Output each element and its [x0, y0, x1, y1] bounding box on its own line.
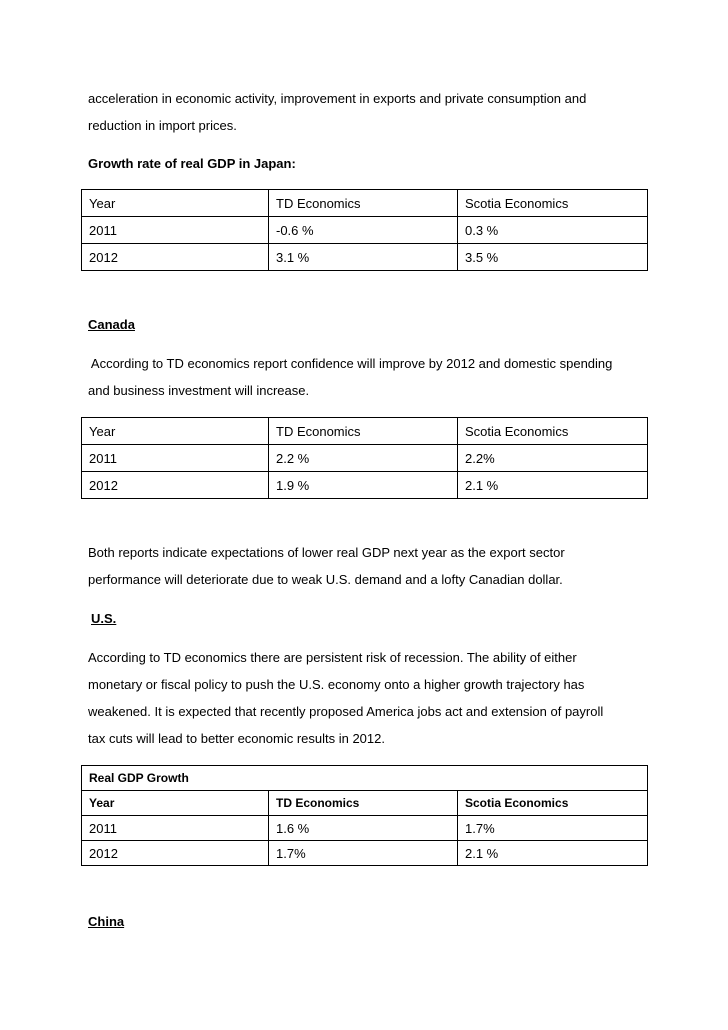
table-title: Real GDP Growth: [82, 766, 648, 791]
us-line-3: weakened. It is expected that recently proposed America jobs act and extension of payroll: [88, 704, 604, 719]
canada-after-paragraph: [88, 539, 640, 593]
cell-scotia: 0.3 %: [458, 217, 648, 244]
cell-scotia: 1.7%: [458, 816, 648, 841]
canada-gdp-table: [81, 417, 648, 499]
cell-year: 2012: [82, 841, 269, 866]
intro-line-2: reduction in import prices.: [88, 118, 237, 133]
us-line-1: According to TD economics there are persistent risk of recession. The ability of either: [88, 650, 577, 665]
header-cell-scotia: Scotia Economics: [458, 791, 648, 816]
canada-paragraph: [88, 350, 640, 404]
table-header-row: [82, 791, 648, 816]
us-gdp-table: [81, 765, 648, 866]
table-header-row: [82, 418, 648, 445]
header-cell-year: Year: [82, 190, 269, 217]
cell-scotia: 3.5 %: [458, 244, 648, 271]
cell-td: 1.9 %: [269, 472, 458, 499]
cell-year: 2012: [82, 244, 269, 271]
canada-after-line-1: Both reports indicate expectations of lower real GDP next year as the export sector: [88, 545, 565, 560]
canada-line-2: and business investment will increase.: [88, 383, 310, 398]
cell-year: 2011: [82, 217, 269, 244]
cell-scotia: 2.1 %: [458, 472, 648, 499]
cell-scotia: 2.1 %: [458, 841, 648, 866]
table-header-row: [82, 190, 648, 217]
table-row: [82, 816, 648, 841]
intro-paragraph: [88, 85, 640, 139]
canada-after-line-2: performance will deteriorate due to weak U.S. demand and a lofty Canadian dollar.: [88, 572, 563, 587]
table-row: [82, 244, 648, 271]
cell-td: 2.2 %: [269, 445, 458, 472]
japan-gdp-table: [81, 189, 648, 271]
header-cell-scotia: Scotia Economics: [458, 418, 648, 445]
header-cell-year: Year: [82, 791, 269, 816]
table-row: [82, 472, 648, 499]
canada-line-1: According to TD economics report confidence will improve by 2012 and domestic spending: [88, 356, 613, 371]
header-cell-year: Year: [82, 418, 269, 445]
header-cell-td: TD Economics: [269, 791, 458, 816]
cell-td: 1.6 %: [269, 816, 458, 841]
us-paragraph: [88, 644, 640, 752]
cell-td: 3.1 %: [269, 244, 458, 271]
cell-year: 2011: [82, 445, 269, 472]
cell-year: 2011: [82, 816, 269, 841]
cell-td: 1.7%: [269, 841, 458, 866]
cell-td: -0.6 %: [269, 217, 458, 244]
canada-heading: Canada: [88, 317, 135, 332]
japan-heading: Growth rate of real GDP in Japan:: [88, 156, 296, 171]
table-title-row: [82, 766, 648, 791]
header-cell-td: TD Economics: [269, 418, 458, 445]
cell-year: 2012: [82, 472, 269, 499]
us-line-2: monetary or fiscal policy to push the U.S. economy onto a higher growth trajectory has: [88, 677, 585, 692]
header-cell-td: TD Economics: [269, 190, 458, 217]
table-row: [82, 445, 648, 472]
table-row: [82, 841, 648, 866]
us-line-4: tax cuts will lead to better economic results in 2012.: [88, 731, 385, 746]
intro-line-1: acceleration in economic activity, improvement in exports and private consumption and: [88, 91, 587, 106]
cell-scotia: 2.2%: [458, 445, 648, 472]
table-row: [82, 217, 648, 244]
header-cell-scotia: Scotia Economics: [458, 190, 648, 217]
china-heading: China: [88, 914, 125, 929]
us-heading: U.S.: [91, 611, 117, 626]
